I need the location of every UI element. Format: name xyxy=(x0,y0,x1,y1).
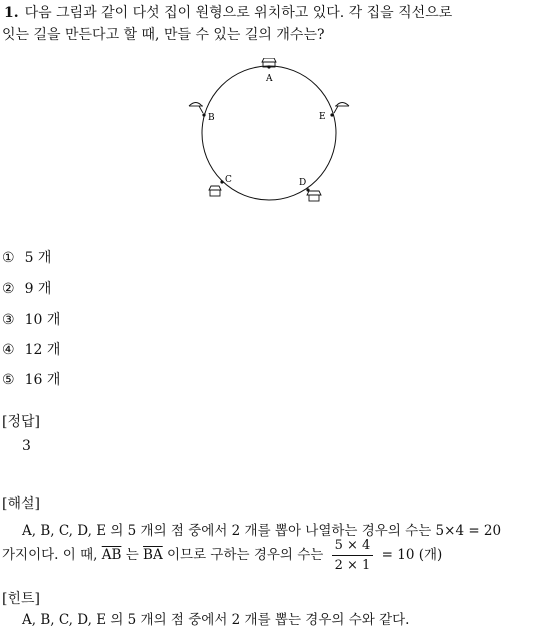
point-b xyxy=(202,113,205,116)
question-text-2: 잇는 길을 만든다고 할 때, 만들 수 있는 길의 개수는? xyxy=(2,27,325,43)
question-text-1: 다음 그림과 같이 다섯 집이 원형으로 위치하고 있다. 각 집을 직선으로 xyxy=(24,5,453,21)
label-c: C xyxy=(225,175,232,185)
segment-ba: $\overline{BA}$ xyxy=(143,547,163,563)
explanation-text-d: = 10 (개) xyxy=(381,547,443,563)
explanation-line-1: A, B, C, D, E 의 5 개의 점 중에서 2 개를 뽑아 나열하는 경우의 수는 5×4 = 20 xyxy=(22,523,502,539)
choice-4-mark: ④ xyxy=(2,342,15,358)
answer-heading: [정답] xyxy=(2,414,40,430)
segment-ab: $\overline{AB}$ xyxy=(101,547,122,563)
answer-value: 3 xyxy=(22,438,31,454)
choice-2-mark: ② xyxy=(2,281,15,297)
choice-4-text: 12 개 xyxy=(24,342,61,358)
house-e-icon xyxy=(334,103,349,114)
circle-houses-figure xyxy=(186,58,356,208)
choice-3-text: 10 개 xyxy=(24,312,61,328)
point-a xyxy=(267,65,270,68)
choice-1-text: 5 개 xyxy=(24,250,52,266)
label-b: B xyxy=(208,113,215,123)
explanation-heading: [해설] xyxy=(2,496,40,512)
house-c-icon xyxy=(209,186,221,196)
choice-1-mark: ① xyxy=(2,250,15,266)
choice-1[interactable] xyxy=(2,247,51,267)
choice-2[interactable] xyxy=(2,278,51,298)
hint-line-1: A, B, C, D, E 의 5 개의 점 중에서 2 개를 뽑는 경우의 수와 같다. xyxy=(22,612,410,628)
explanation-line-2 xyxy=(2,538,442,573)
circle-path xyxy=(202,66,336,200)
question-number: 1. xyxy=(4,5,19,21)
label-d: D xyxy=(299,178,307,188)
question-line-1 xyxy=(4,2,452,22)
choice-5-mark: ⑤ xyxy=(2,372,15,388)
choice-2-text: 9 개 xyxy=(24,281,52,297)
house-d-icon xyxy=(307,191,321,201)
label-a: A xyxy=(266,74,273,84)
point-e xyxy=(330,113,333,116)
choice-4[interactable] xyxy=(2,339,60,359)
fraction-denominator: 2 × 1 xyxy=(334,558,371,573)
fraction xyxy=(332,538,374,573)
choice-3[interactable] xyxy=(2,309,60,329)
hint-heading: [힌트] xyxy=(2,591,40,607)
explanation-text-c: 이므로 구하는 경우의 수는 xyxy=(167,547,324,563)
fraction-numerator: 5 × 4 xyxy=(332,538,374,556)
choice-5-text: 16 개 xyxy=(24,372,61,388)
house-b-icon xyxy=(189,103,203,114)
point-c xyxy=(220,180,223,183)
choice-3-mark: ③ xyxy=(2,312,15,328)
explanation-text-a: 가지이다. 이 때, xyxy=(2,547,98,563)
explanation-text-b: 는 xyxy=(125,547,139,563)
label-e: E xyxy=(319,112,326,122)
choice-5[interactable] xyxy=(2,369,60,389)
